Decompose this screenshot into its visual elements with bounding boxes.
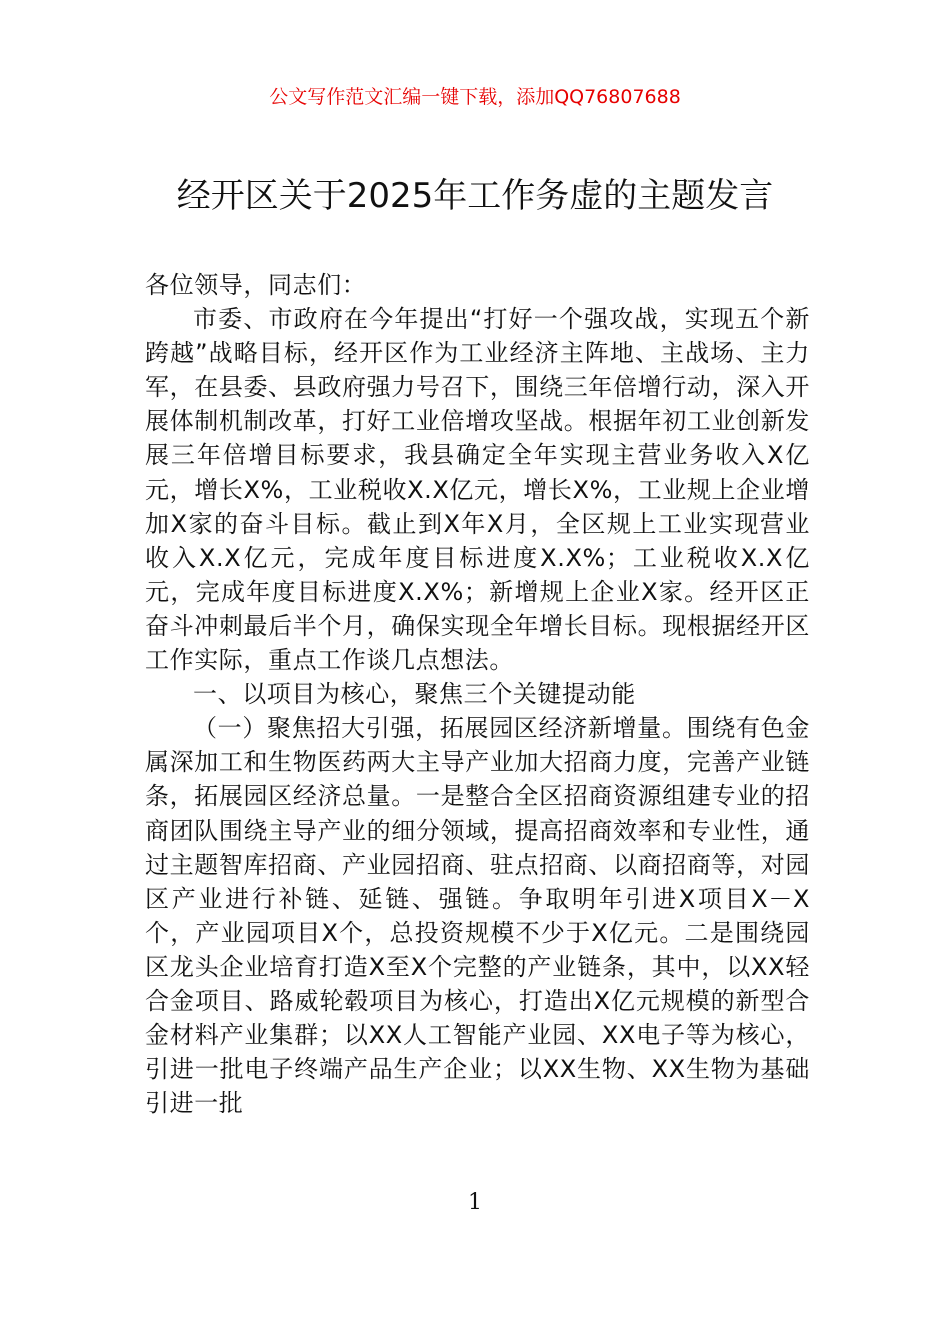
page-number: 1 <box>468 1190 482 1215</box>
section-heading: 一、以项目为核心，聚焦三个关键提动能 <box>193 680 636 709</box>
salutation: 各位领导，同志们： <box>145 271 367 299</box>
document-body <box>145 268 810 1120</box>
paragraph-intro: 市委、市政府在今年提出“打好一个强攻战，实现五个新跨越”战略目标，经开区作为工业经济主阵地、主战场、主力军，在县委、县政府强力号召下，围绕三年倍增行动，深入开展体制机制改革，打好工业倍增攻坚战。根据年初工业创新发展三年倍增目标要求，我县确定全年实现主营业务收入X亿元，增长X%，工业税收X.X亿元，增长X%，工业规上企业增加X家的奋斗目标。截止到X年X月，全区规上工业实现营业收入X.X亿元，完成年度目标进度X.X%；工业税收X.X亿元，完成年度目标进度X.X%；新增规上企业X家。经开区正奋斗冲刺最后半个月，确保实现全年增长目标。现根据经开区工作实际，重点工作谈几点想法。 <box>145 305 810 675</box>
paragraph-subsection-1: （一）聚焦招大引强，拓展园区经济新增量。围绕有色金属深加工和生物医药两大主导产业加大招商力度，完善产业链条，拓展园区经济总量。一是整合全区招商资源组建专业的招商团队围绕主导产业的细分领域，提高招商效率和专业性，通过主题智库招商、产业园招商、驻点招商、以商招商等，对园区产业进行补链、延链、强链。争取明年引进X项目X－X个，产业园项目X个，总投资规模不少于X亿元。二是围绕园区龙头企业培育打造X至X个完整的产业链条，其中，以XX轻合金项目、路威轮毂项目为核心，打造出X亿元规模的新型合金材料产业集群；以XX人工智能产业园、XX电子等为核心，引进一批电子终端产品生产企业；以XX生物、XX生物为基础引进一批 <box>145 714 810 1118</box>
document-title: 经开区关于2025年工作务虚的主题发言 <box>176 176 774 216</box>
download-banner: 公文写作范文汇编一键下载，添加QQ76807688 <box>269 86 681 108</box>
